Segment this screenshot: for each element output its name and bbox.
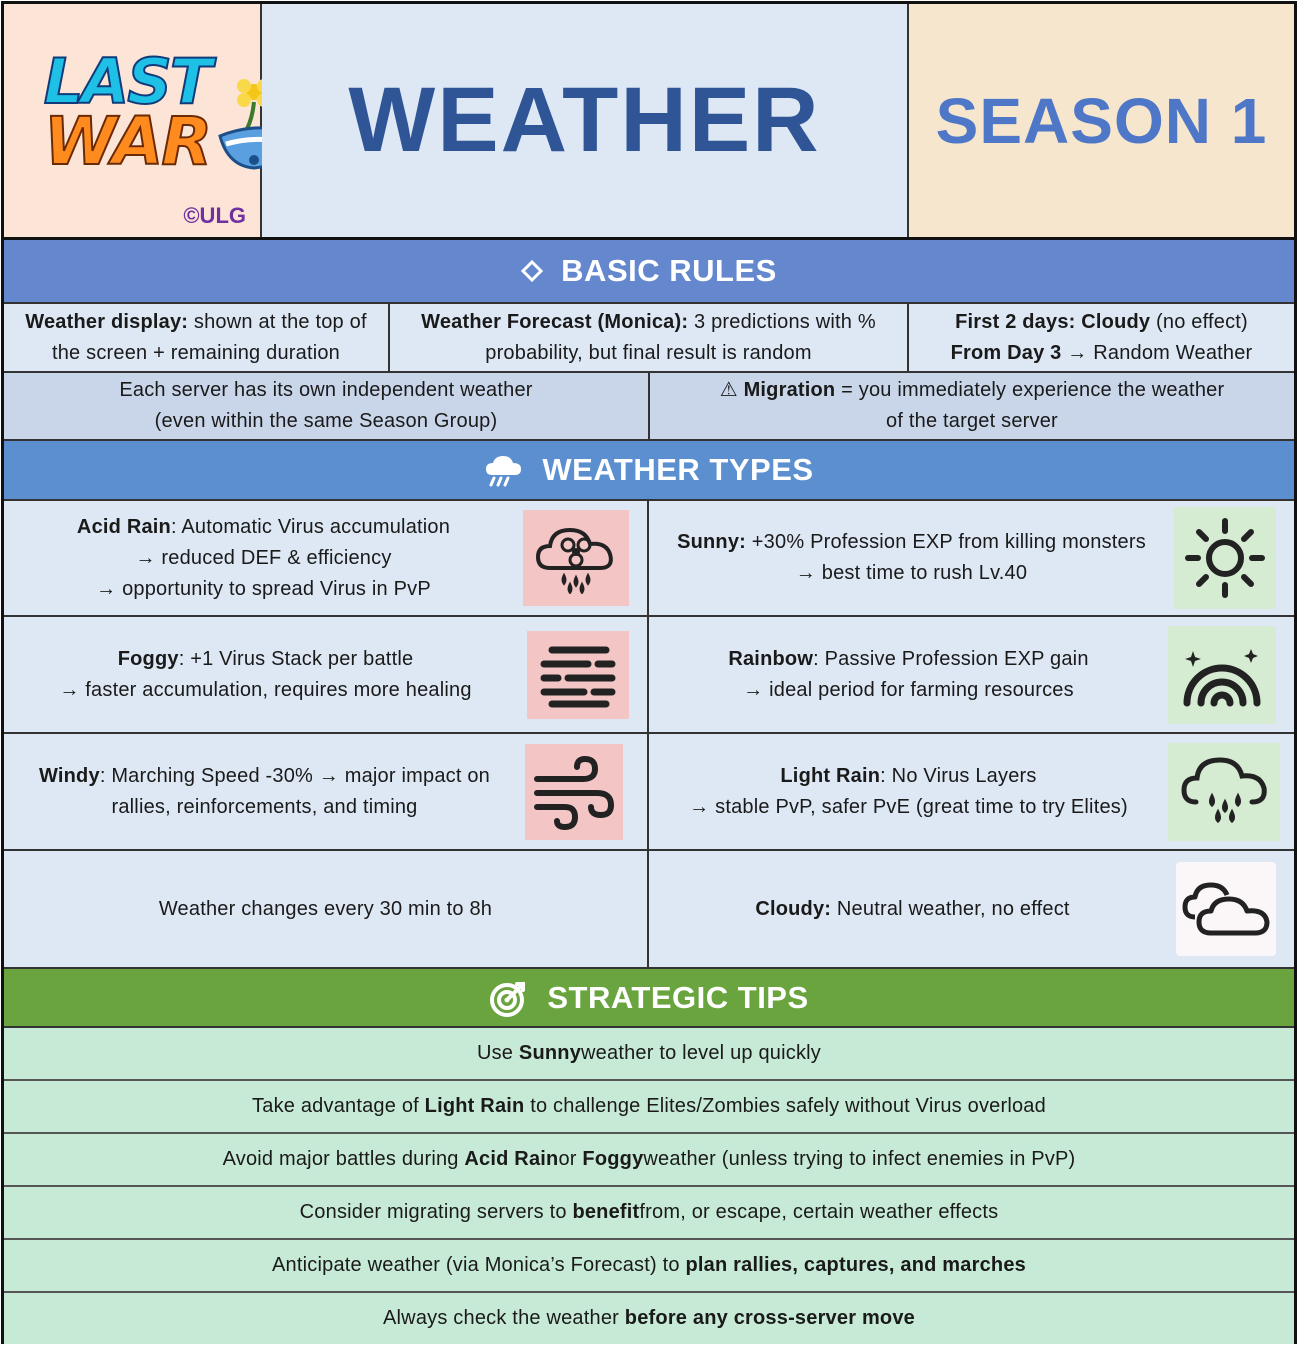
tip-row: Use Sunny weather to level up quickly — [4, 1028, 1294, 1081]
weather-infographic — [1, 1, 1297, 1344]
strategic-tips-heading: STRATEGIC TIPS — [547, 979, 809, 1015]
warning-icon: ⚠ — [719, 379, 738, 401]
strategic-tips-header — [4, 967, 1294, 1028]
season-title: SEASON 1 — [935, 84, 1268, 157]
season-cell — [909, 4, 1294, 237]
sunny-label: Sunny: — [677, 531, 747, 553]
rule-weather-display: Weather display: shown at the top of the screen + remaining duration — [4, 304, 390, 371]
rule-forecast-label: Weather Forecast (Monica): — [421, 310, 689, 333]
copyright-text: ©ULG — [183, 203, 246, 228]
rainbow-icon — [1168, 626, 1276, 724]
rule-first-days: First 2 days: Cloudy (no effect) From Day 3 → Random Weather — [950, 310, 1253, 364]
tip-row: Take advantage of Light Rain to challenge Elites/Zombies safely without Virus overload — [4, 1081, 1294, 1134]
windy-label: Windy — [38, 764, 100, 787]
cloudy-label: Cloudy: — [755, 897, 832, 920]
game-logo — [4, 4, 262, 237]
weather-row-3 — [4, 734, 1294, 851]
rainbow-card: Rainbow: Passive Profession EXP gain → ideal period for farming resources — [649, 617, 1294, 732]
weather-row-1 — [4, 501, 1294, 617]
cloudy-card: Cloudy: Neutral weather, no effect — [649, 851, 1294, 967]
rule-independent-weather: Each server has its own independent weather (even within the same Season Group) — [4, 373, 650, 439]
tip-row: Anticipate weather (via Monica’s Forecast) to plan rallies, captures, and marches — [4, 1240, 1294, 1293]
windy-card: Windy: Marching Speed -30% → major impact on rallies, reinforcements, and timing — [4, 734, 649, 849]
tips-list — [4, 1028, 1294, 1344]
light-rain-cloud-icon — [1168, 743, 1280, 841]
basic-rules-heading: BASIC RULES — [561, 253, 777, 288]
weather-types-heading: WEATHER TYPES — [542, 452, 814, 487]
tip-row: Consider migrating servers to benefit from, or escape, certain weather effects — [4, 1187, 1294, 1240]
rain-cloud-icon — [484, 453, 524, 487]
tip-row: Always check the weather before any cross-server move — [4, 1293, 1294, 1344]
weather-row-4 — [4, 851, 1294, 967]
rainbow-label: Rainbow — [728, 647, 814, 670]
tip-row: Avoid major battles during Acid Rain or Foggy weather (unless trying to infect enemies in PvP) — [4, 1134, 1294, 1187]
acid-rain-card: Acid Rain: Automatic Virus accumulation → reduced DEF & efficiency → opportunity to spread Virus in PvP — [4, 501, 649, 615]
logo-last-text: LAST — [43, 44, 211, 118]
light-rain-card: Light Rain: No Virus Layers → stable PvP, safer PvE (great time to try Elites) — [649, 734, 1294, 849]
diamond-icon — [521, 260, 543, 282]
light-rain-label: Light Rain — [780, 764, 881, 787]
biohazard-rain-cloud-icon — [523, 510, 629, 606]
weather-types-header — [4, 441, 1294, 501]
basic-rules-row-2 — [4, 373, 1294, 441]
weather-changes-text: Weather changes every 30 min to 8h — [158, 897, 493, 920]
acid-rain-label: Acid Rain — [76, 515, 171, 538]
fog-icon — [527, 631, 629, 719]
header-row — [4, 4, 1294, 240]
title-cell — [262, 4, 909, 237]
rule-weather-forecast: Weather Forecast (Monica): 3 predictions with % probability, but final result is random — [390, 304, 909, 371]
clouds-icon — [1176, 862, 1276, 956]
last-war-logo — [43, 44, 211, 180]
foggy-label: Foggy — [117, 647, 179, 670]
sun-icon — [1174, 507, 1276, 609]
wind-icon — [525, 744, 623, 840]
logo-war-text: WAR — [43, 102, 211, 180]
foggy-card: Foggy: +1 Virus Stack per battle → faster accumulation, requires more healing — [4, 617, 649, 732]
target-icon — [489, 978, 529, 1018]
rule-display-label: Weather display: — [25, 310, 189, 333]
weather-changes-card — [4, 851, 649, 967]
sunny-card: Sunny: +30% Profession EXP from killing monsters → best time to rush Lv.40 — [649, 501, 1294, 615]
basic-rules-row-1 — [4, 304, 1294, 373]
rule-migration: ⚠ Migration = you immediately experience the weather of the target server — [719, 379, 1225, 432]
weather-row-2 — [4, 617, 1294, 734]
page-title: WEATHER — [348, 69, 821, 171]
basic-rules-header — [4, 240, 1294, 304]
